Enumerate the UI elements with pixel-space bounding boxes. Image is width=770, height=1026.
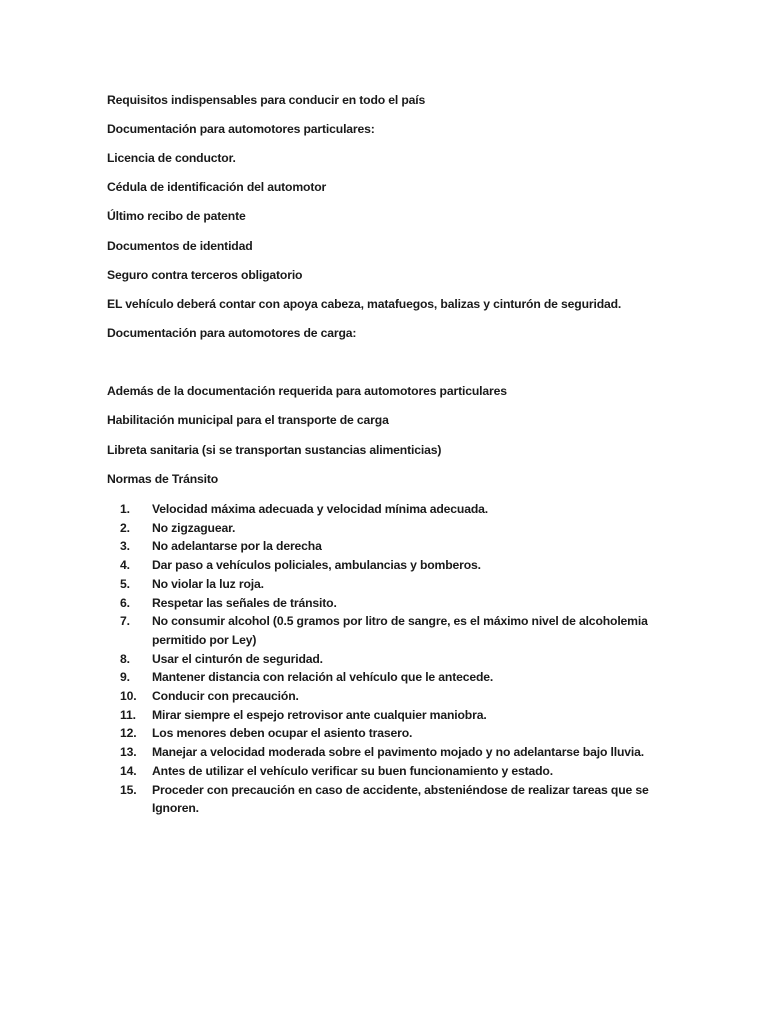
list-text: No consumir alcohol (0.5 gramos por litro de sangre, es el máximo nivel de alcoholemia permitido por Ley) — [152, 614, 648, 647]
list-item — [120, 537, 660, 556]
list-text: Manejar a velocidad moderada sobre el pavimento mojado y no adelantarse bajo lluvia. — [152, 745, 644, 760]
list-text: No adelantarse por la derecha — [152, 539, 322, 554]
list-text: Dar paso a vehículos policiales, ambulancias y bomberos. — [152, 558, 481, 573]
list-text: Respetar las señales de tránsito. — [152, 595, 337, 610]
list-number: 14. — [120, 763, 137, 778]
requirement-item: Último recibo de patente — [107, 209, 246, 223]
list-number: 7. — [120, 614, 130, 629]
list-number: 13. — [120, 745, 137, 760]
list-text: Usar el cinturón de seguridad. — [152, 651, 323, 666]
list-number: 1. — [120, 502, 130, 516]
list-item — [120, 687, 660, 706]
list-item — [120, 668, 660, 687]
section-heading-carga: Documentación para automotores de carga: — [107, 326, 357, 340]
section-heading-normas: Normas de Tránsito — [107, 472, 219, 486]
requirement-item: Cédula de identificación del automotor — [107, 180, 327, 194]
list-item — [120, 556, 660, 575]
requirement-item: Libreta sanitaria (si se transportan sustancias alimenticias) — [107, 443, 442, 457]
list-number: 12. — [120, 726, 137, 741]
list-number: 5. — [120, 576, 130, 591]
list-text: Velocidad máxima adecuada y velocidad mínima adecuada. — [152, 502, 489, 516]
list-number: 15. — [120, 782, 137, 797]
list-item — [120, 724, 660, 743]
list-item — [120, 743, 660, 762]
list-number: 10. — [120, 689, 137, 704]
list-number: 4. — [120, 558, 130, 573]
document-title: Requisitos indispensables para conducir en todo el país — [107, 93, 426, 107]
list-item — [120, 650, 660, 669]
list-number: 6. — [120, 595, 130, 610]
list-item — [120, 612, 660, 649]
requirement-item: Además de la documentación requerida para automotores particulares — [107, 384, 507, 398]
list-text: Los menores deben ocupar el asiento trasero. — [152, 726, 413, 741]
requirement-item: Seguro contra terceros obligatorio — [107, 268, 303, 282]
list-text: Antes de utilizar el vehículo verificar su buen funcionamiento y estado. — [152, 763, 553, 778]
requirement-item: Documentos de identidad — [107, 239, 253, 253]
list-item — [120, 575, 660, 594]
list-number: 11. — [120, 707, 136, 722]
list-text: Mirar siempre el espejo retrovisor ante cualquier maniobra. — [152, 707, 487, 722]
list-number: 2. — [120, 520, 130, 535]
traffic-rules-list — [120, 500, 660, 818]
list-item — [120, 594, 660, 613]
requirement-item: EL vehículo deberá contar con apoya cabeza, matafuegos, balizas y cinturón de seguridad. — [107, 297, 622, 311]
requirement-item: Licencia de conductor. — [107, 151, 236, 165]
requirement-item: Habilitación municipal para el transporte de carga — [107, 413, 389, 427]
list-item — [120, 500, 660, 519]
list-item — [120, 706, 660, 725]
list-item — [120, 519, 660, 538]
list-item — [120, 781, 660, 818]
list-text: No violar la luz roja. — [152, 576, 264, 591]
list-text: Conducir con precaución. — [152, 689, 299, 704]
list-text: Mantener distancia con relación al vehículo que le antecede. — [152, 670, 494, 685]
section-heading-particulares: Documentación para automotores particulares: — [107, 122, 375, 136]
list-number: 3. — [120, 539, 130, 554]
list-item — [120, 762, 660, 781]
list-number: 8. — [120, 651, 130, 666]
list-number: 9. — [120, 670, 130, 685]
list-text: Proceder con precaución en caso de accidente, absteniéndose de realizar tareas que se Ignoren. — [152, 782, 649, 816]
list-text: No zigzaguear. — [152, 520, 236, 535]
